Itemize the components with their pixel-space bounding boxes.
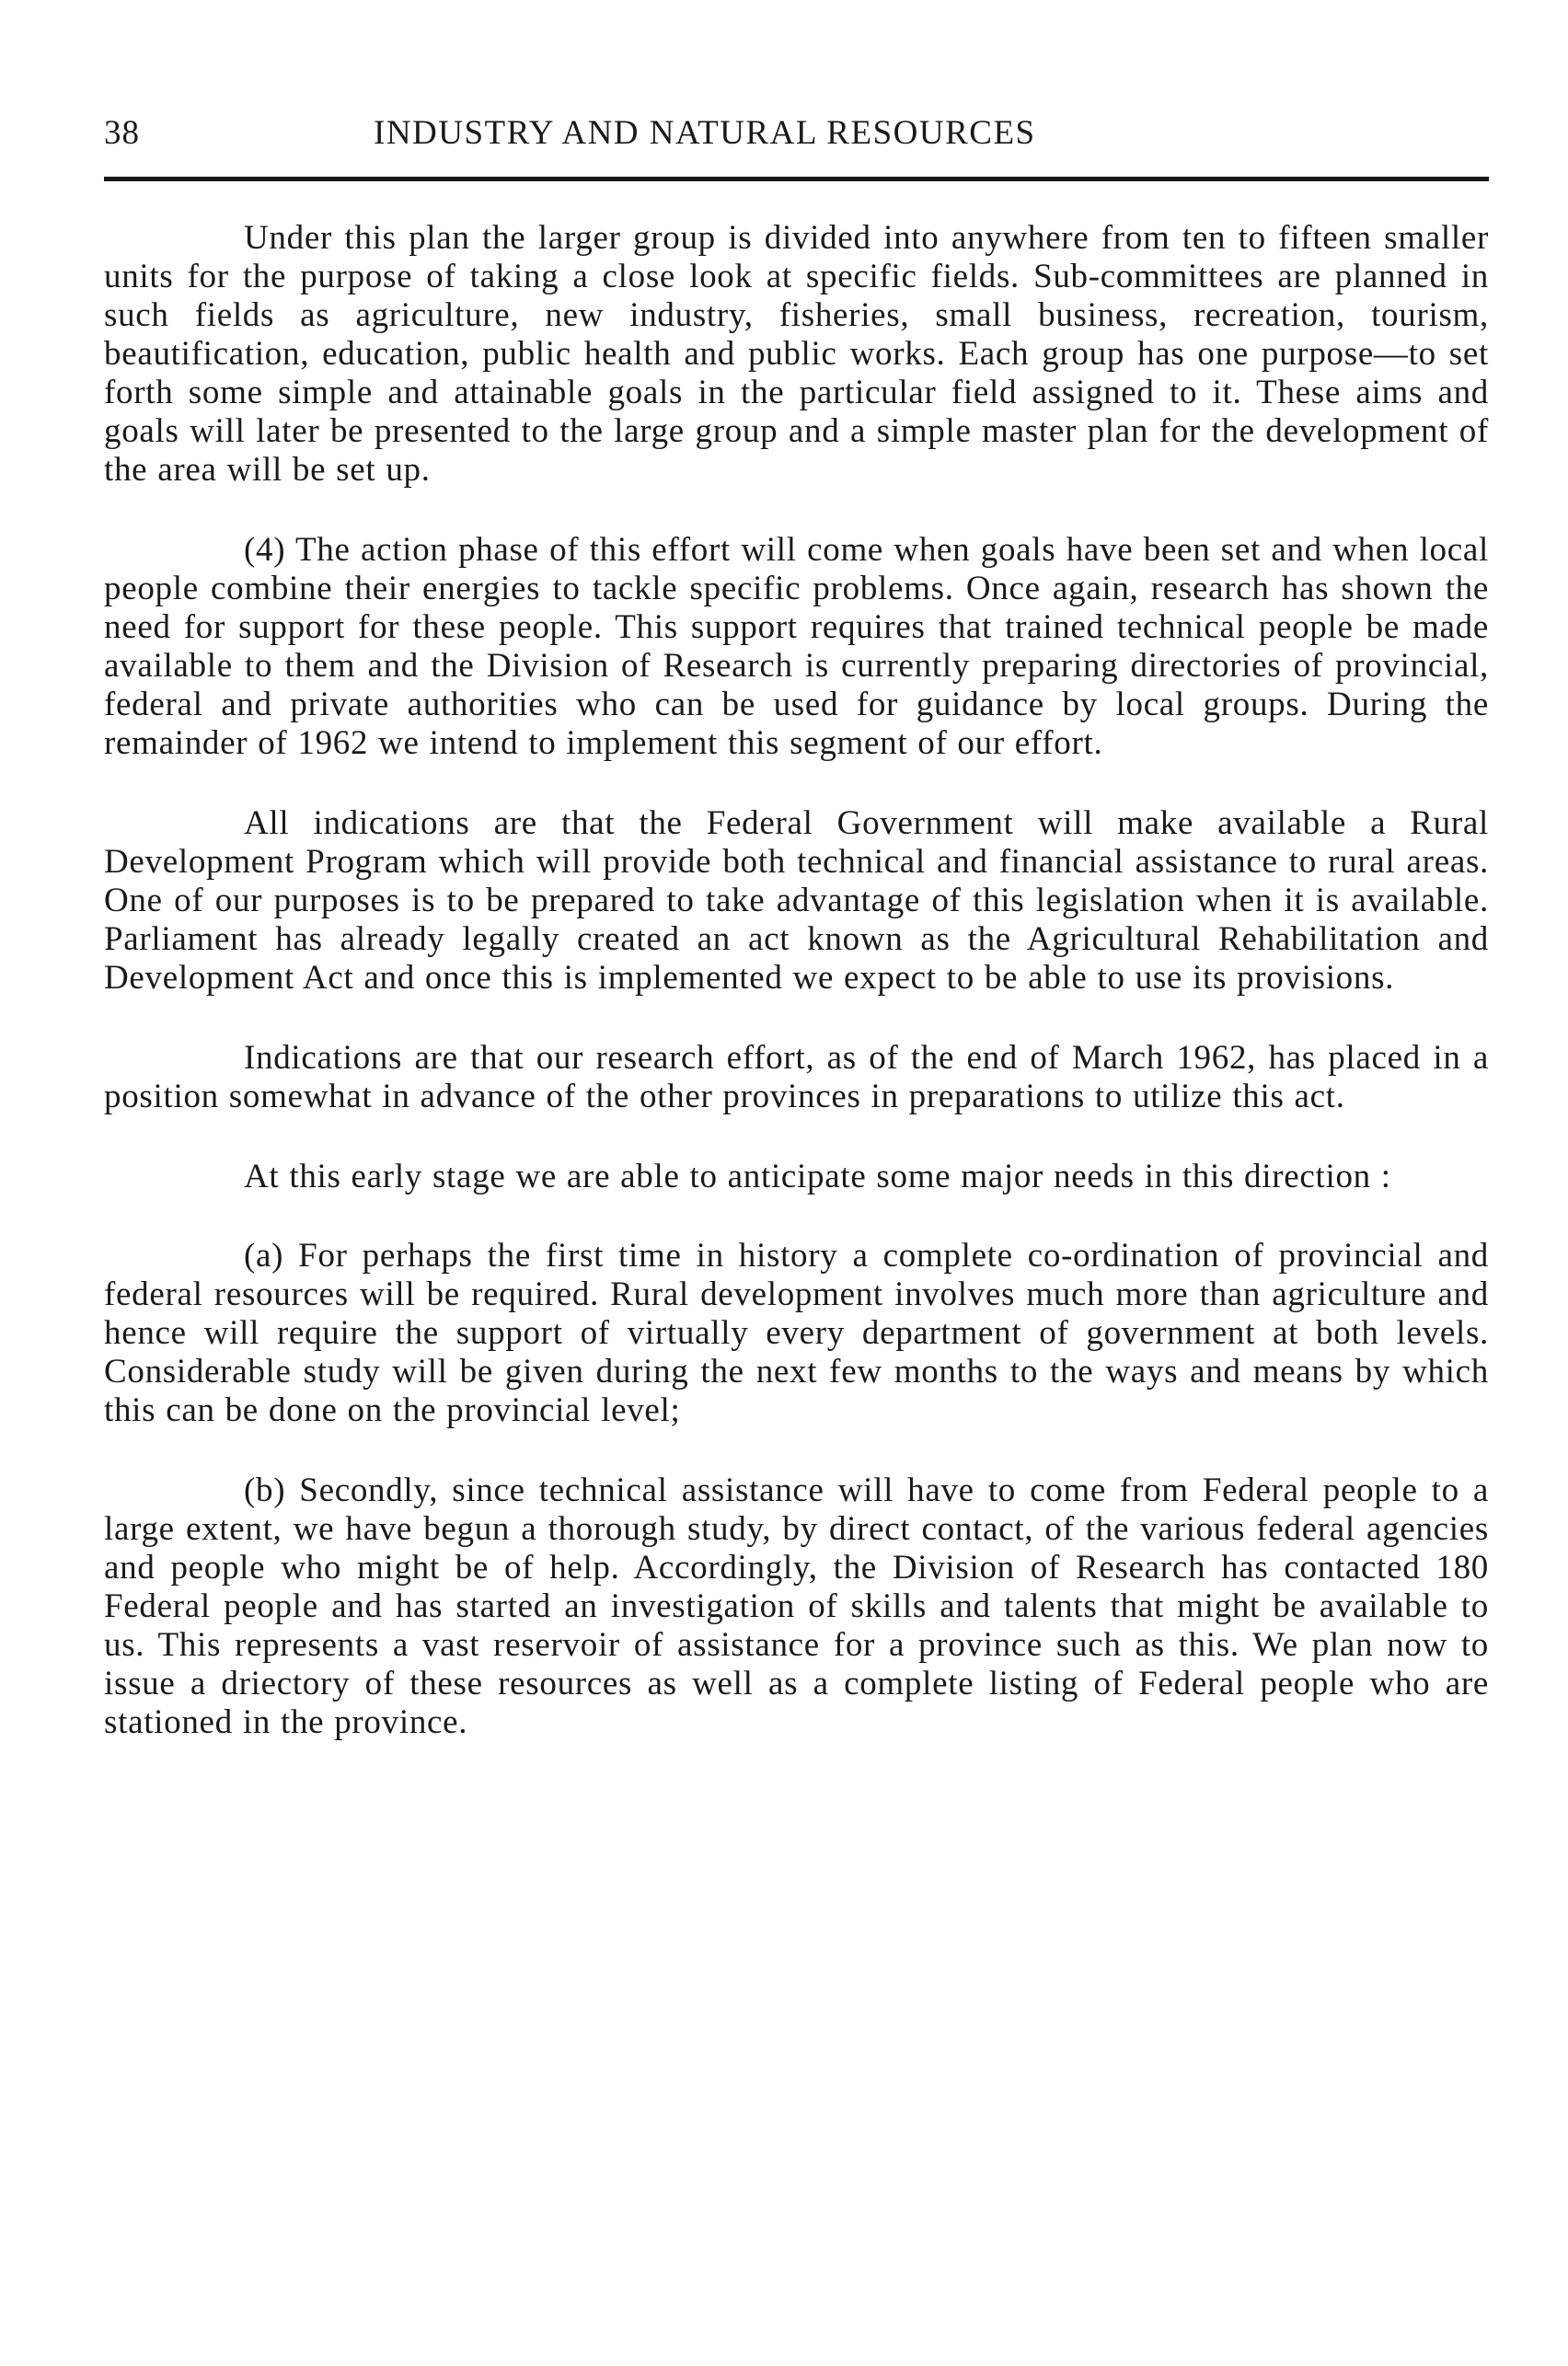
paragraph-subcommittees: Under this plan the larger group is divided into anywhere from ten to fifteen smaller units for the purpose of taking a close look at specific fields. Sub-committees are planned in such fields as agriculture, new industry, fisheries, small business, recreation, tourism, beautification, education, public health and public works. Each group has one purpose—to set forth some simple and attainable goals in the particular field assigned to it. These aims and goals will later be presented to the large group and a simple master plan for the development of the area will be set up. <box>104 219 1489 489</box>
paragraph-item-a: (a) For perhaps the first time in history a complete co-ordination of provincial and federal resources will be required. Rural development involves much more than agriculture and hence will require the support of virtually every department of government at both levels. Considerable study will be given during the next few months to the ways and means by which this can be done on the provincial level; <box>104 1237 1489 1429</box>
running-head: INDUSTRY AND NATURAL RESOURCES <box>374 114 1036 152</box>
body-text <box>104 219 1489 1783</box>
header-rule <box>104 177 1489 181</box>
paragraph-major-needs: At this early stage we are able to anticipate some major needs in this direction : <box>244 1158 1391 1195</box>
page-number: 38 <box>104 114 140 152</box>
paragraph-rural-development-program: All indications are that the Federal Government will make available a Rural Development Program which will provide both technical and financial assistance to rural areas. One of our purposes is to be prepared to take advantage of this legislation when it is available. Parliament has already legally created an act known as the Agricultural Rehabilitation and Development Act and once this is implemented we expect to be able to use its provisions. <box>104 804 1489 997</box>
paragraph-action-phase: (4) The action phase of this effort will come when goals have been set and when local people combine their energies to tackle specific problems. Once again, research has shown the need for support for these people. This support requires that trained technical people be made available to them and the Division of Research is currently preparing directories of provincial, federal and private authorities who can be used for guidance by local groups. During the remainder of 1962 we intend to implement this segment of our effort. <box>104 531 1489 762</box>
paragraph-research-effort: Indications are that our research effort, as of the end of March 1962, has placed in a position somewhat in advance of the other provinces in preparations to utilize this act. <box>104 1039 1489 1115</box>
paragraph-item-b: (b) Secondly, since technical assistance will have to come from Federal people to a large extent, we have begun a thorough study, by direct contact, of the various federal agencies and people who might be of help. Accordingly, the Division of Research has contacted 180 Federal people and has started an investigation of skills and talents that might be available to us. This represents a vast reservoir of assistance for a province such as this. We plan now to issue a driectory of these resources as well as a complete listing of Federal people who are stationed in the province. <box>104 1472 1489 1741</box>
page-header <box>104 103 1489 158</box>
